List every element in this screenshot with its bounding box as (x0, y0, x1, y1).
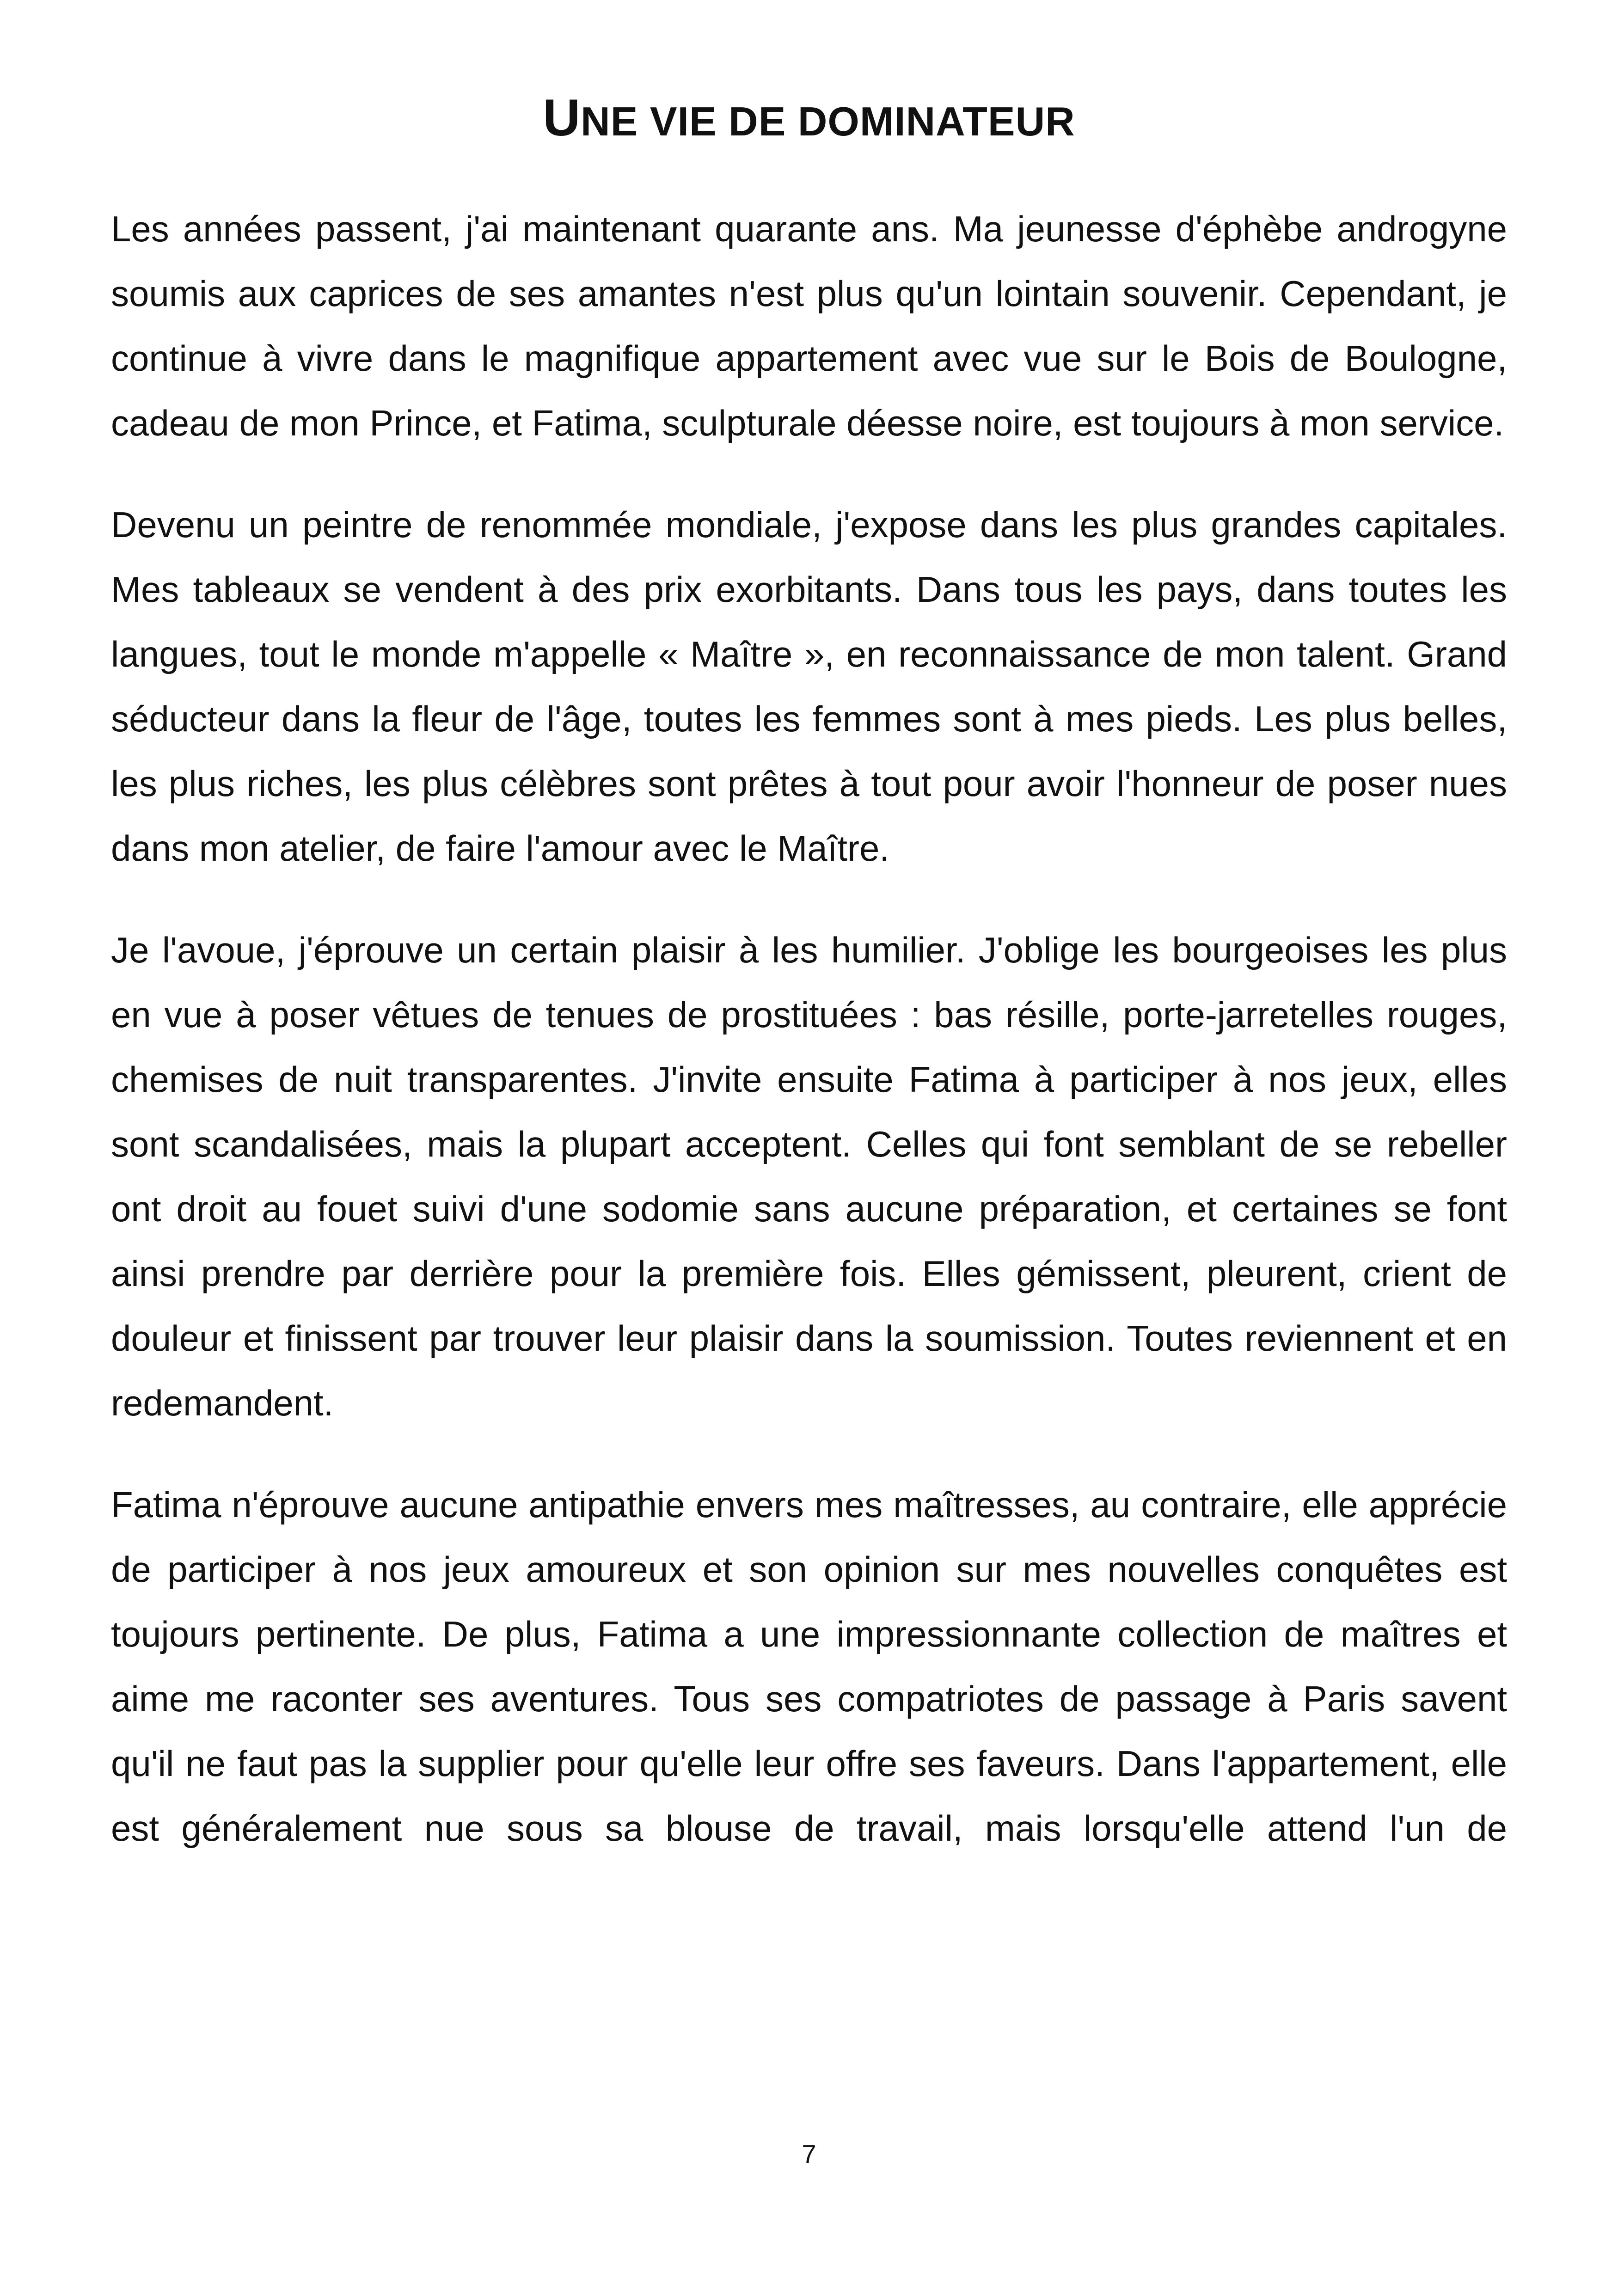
paragraph-1: Les années passent, j'ai maintenant quarante ans. Ma jeunesse d'éphèbe androgyne soumis aux caprices de ses amantes n'est plus qu'un lointain souvenir. Cependant, je continue à vivre dans le magnifique appartement avec vue sur le Bois de Boulogne, cadeau de mon Prince, et Fatima, sculpturale déesse noire, est toujours à mon service. (111, 208, 1507, 443)
chapter-title (0, 90, 1618, 149)
paragraph-4: Fatima n'éprouve aucune antipathie envers mes maîtresses, au contraire, elle apprécie de participer à nos jeux amoureux et son opinion sur mes nouvelles conquêtes est toujours pertinente. De plus, Fatima a une impressionnante collection de maîtres et aime me raconter ses aventures. Tous ses compatriotes de passage à Paris savent qu'il ne faut pas la supplier pour qu'elle leur offre ses faveurs. Dans l'appartement, elle est généralement nue sous sa blouse de travail, mais lorsqu'elle attend l'un de (111, 1484, 1507, 1849)
body-text (111, 196, 1507, 1898)
page-number: 7 (802, 2139, 816, 2168)
chapter-title-rest: NE VIE DE DOMINATEUR (581, 98, 1075, 144)
paragraph-3: Je l'avoue, j'éprouve un certain plaisir à les humilier. J'oblige les bourgeoises les plus en vue à poser vêtues de tenues de prostituées : bas résille, porte-jarretelles rouges, chemises de nuit transparentes. J'invite ensuite Fatima à participer à nos jeux, elles sont scandalisées, mais la plupart acceptent. Celles qui font semblant de se rebeller ont droit au fouet suivi d'une sodomie sans aucune préparation, et certaines se font ainsi prendre par derrière pour la première fois. Elles gémissent, pleurent, crient de douleur et finissent par trouver leur plaisir dans la soumission. Toutes reviennent et en redemandent. (111, 930, 1507, 1423)
paragraph-2: Devenu un peintre de renommée mondiale, j'expose dans les plus grandes capitales. Mes tableaux se vendent à des prix exorbitants. Dans tous les pays, dans toutes les langues, tout le monde m'appelle « Maître », en reconnaissance de mon talent. Grand séducteur dans la fleur de l'âge, toutes les femmes sont à mes pieds. Les plus belles, les plus riches, les plus célèbres sont prêtes à tout pour avoir l'honneur de poser nues dans mon atelier, de faire l'amour avec le Maître. (111, 504, 1507, 869)
chapter-title-initial: U (543, 89, 581, 147)
